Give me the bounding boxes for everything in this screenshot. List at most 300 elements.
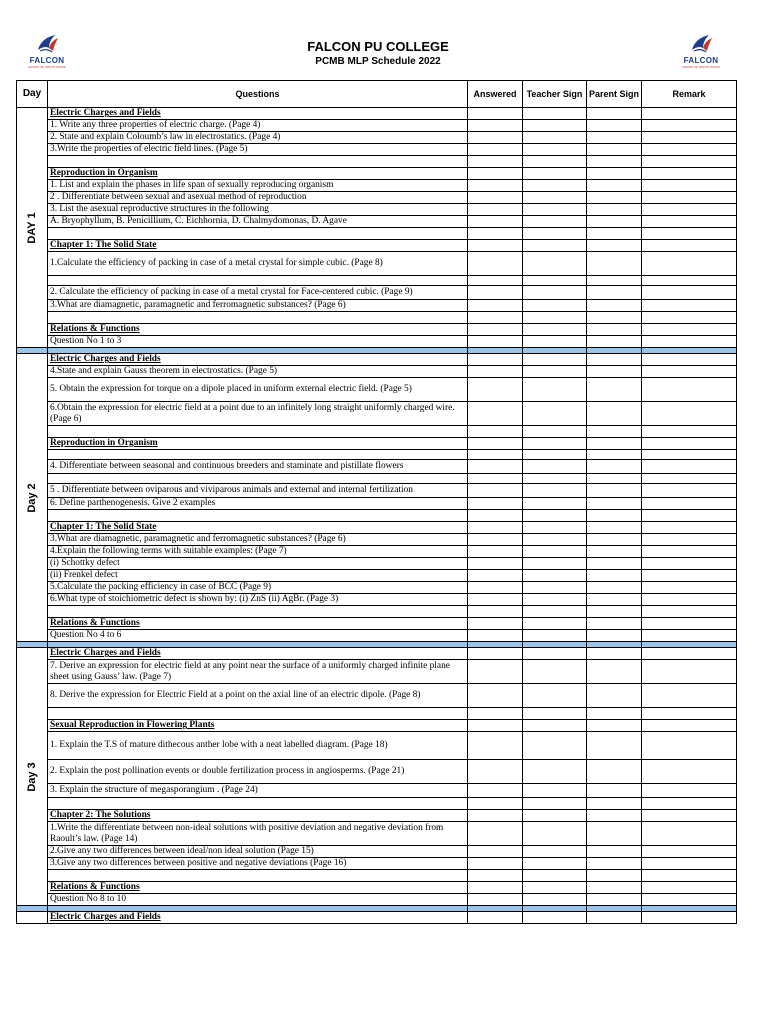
question-cell	[48, 708, 468, 720]
question-cell: 3.Write the properties of electric field lines. (Page 5)	[48, 144, 468, 156]
teacher-sign-cell[interactable]	[523, 402, 587, 426]
parent-sign-cell[interactable]	[587, 810, 642, 822]
parent-sign-cell[interactable]	[587, 438, 642, 450]
teacher-sign-cell[interactable]	[523, 378, 587, 402]
parent-sign-cell[interactable]	[587, 204, 642, 216]
teacher-sign-cell[interactable]	[523, 648, 587, 660]
parent-sign-cell[interactable]	[587, 450, 642, 460]
remark-cell[interactable]	[642, 582, 737, 594]
parent-sign-cell[interactable]	[587, 846, 642, 858]
parent-sign-cell[interactable]	[587, 660, 642, 684]
teacher-sign-cell[interactable]	[523, 286, 587, 300]
remark-cell[interactable]	[642, 286, 737, 300]
parent-sign-cell[interactable]	[587, 546, 642, 558]
answered-cell[interactable]	[468, 822, 523, 846]
table-row	[17, 240, 737, 252]
answered-cell[interactable]	[468, 108, 523, 120]
answered-cell[interactable]	[468, 240, 523, 252]
teacher-sign-cell[interactable]	[523, 732, 587, 760]
answered-cell[interactable]	[468, 534, 523, 546]
remark-cell[interactable]	[642, 558, 737, 570]
teacher-sign-cell[interactable]	[523, 558, 587, 570]
answered-cell[interactable]	[468, 858, 523, 870]
parent-sign-cell[interactable]	[587, 882, 642, 894]
remark-cell[interactable]	[642, 534, 737, 546]
question-cell: 6.Obtain the expression for electric field at a point due to an infinitely long straight uniformly charged wire. (Page 6)	[48, 402, 468, 426]
answered-cell[interactable]	[468, 450, 523, 460]
remark-cell[interactable]	[642, 460, 737, 474]
answered-cell[interactable]	[468, 660, 523, 684]
answered-cell[interactable]	[468, 484, 523, 498]
parent-sign-cell[interactable]	[587, 648, 642, 660]
answered-cell[interactable]	[468, 438, 523, 450]
table-row	[17, 204, 737, 216]
teacher-sign-cell[interactable]	[523, 156, 587, 168]
answered-cell[interactable]	[468, 192, 523, 204]
answered-cell[interactable]	[468, 618, 523, 630]
table-row	[17, 684, 737, 708]
answered-cell[interactable]	[468, 204, 523, 216]
teacher-sign-cell[interactable]	[523, 594, 587, 606]
remark-cell[interactable]	[642, 732, 737, 760]
parent-sign-cell[interactable]	[587, 402, 642, 426]
remark-cell[interactable]	[642, 822, 737, 846]
remark-cell[interactable]	[642, 426, 737, 438]
parent-sign-cell[interactable]	[587, 426, 642, 438]
remark-cell[interactable]	[642, 484, 737, 498]
question-cell: Relations & Functions	[48, 324, 468, 336]
answered-cell[interactable]	[468, 460, 523, 474]
answered-cell[interactable]	[468, 426, 523, 438]
teacher-sign-cell[interactable]	[523, 324, 587, 336]
answered-cell[interactable]	[468, 798, 523, 810]
teacher-sign-cell[interactable]	[523, 474, 587, 484]
parent-sign-cell[interactable]	[587, 108, 642, 120]
question-cell	[48, 606, 468, 618]
question-cell: Chapter 1: The Solid State	[48, 240, 468, 252]
table-row	[17, 912, 737, 924]
teacher-sign-cell[interactable]	[523, 858, 587, 870]
remark-cell[interactable]	[642, 618, 737, 630]
question-cell: 6. Define parthenogenesis. Give 2 examples	[48, 498, 468, 510]
parent-sign-cell[interactable]	[587, 570, 642, 582]
remark-cell[interactable]	[642, 606, 737, 618]
answered-cell[interactable]	[468, 630, 523, 642]
table-row	[17, 720, 737, 732]
remark-cell[interactable]	[642, 784, 737, 798]
remark-cell[interactable]	[642, 366, 737, 378]
parent-sign-cell[interactable]	[587, 606, 642, 618]
remark-cell[interactable]	[642, 324, 737, 336]
answered-cell[interactable]	[468, 546, 523, 558]
teacher-sign-cell[interactable]	[523, 300, 587, 312]
parent-sign-cell[interactable]	[587, 276, 642, 286]
table-row	[17, 144, 737, 156]
parent-sign-cell[interactable]	[587, 558, 642, 570]
answered-cell[interactable]	[468, 784, 523, 798]
teacher-sign-cell[interactable]	[523, 438, 587, 450]
question-cell	[48, 228, 468, 240]
parent-sign-cell[interactable]	[587, 336, 642, 348]
answered-cell[interactable]	[468, 132, 523, 144]
parent-sign-cell[interactable]	[587, 498, 642, 510]
parent-sign-cell[interactable]	[587, 912, 642, 924]
teacher-sign-cell[interactable]	[523, 822, 587, 846]
remark-cell[interactable]	[642, 760, 737, 784]
remark-cell[interactable]	[642, 180, 737, 192]
teacher-sign-cell[interactable]	[523, 708, 587, 720]
remark-cell[interactable]	[642, 594, 737, 606]
table-row	[17, 168, 737, 180]
remark-cell[interactable]	[642, 402, 737, 426]
parent-sign-cell[interactable]	[587, 894, 642, 906]
teacher-sign-cell[interactable]	[523, 460, 587, 474]
teacher-sign-cell[interactable]	[523, 120, 587, 132]
answered-cell[interactable]	[468, 300, 523, 312]
teacher-sign-cell[interactable]	[523, 784, 587, 798]
parent-sign-cell[interactable]	[587, 120, 642, 132]
parent-sign-cell[interactable]	[587, 156, 642, 168]
teacher-sign-cell[interactable]	[523, 894, 587, 906]
table-row	[17, 498, 737, 510]
question-cell: 1.Write the differentiate between non-ideal solutions with positive deviation and negative deviation from Raoult’s law. (Page 14)	[48, 822, 468, 846]
column-header-answered: Answered	[468, 81, 523, 108]
table-row	[17, 660, 737, 684]
answered-cell[interactable]	[468, 336, 523, 348]
remark-cell[interactable]	[642, 312, 737, 324]
answered-cell[interactable]	[468, 894, 523, 906]
remark-cell[interactable]	[642, 156, 737, 168]
question-cell: 3. List the asexual reproductive structures in the following	[48, 204, 468, 216]
table-row	[17, 846, 737, 858]
remark-cell[interactable]	[642, 648, 737, 660]
answered-cell[interactable]	[468, 510, 523, 522]
teacher-sign-cell[interactable]	[523, 228, 587, 240]
answered-cell[interactable]	[468, 846, 523, 858]
page-header	[0, 0, 768, 80]
remark-cell[interactable]	[642, 810, 737, 822]
teacher-sign-cell[interactable]	[523, 336, 587, 348]
parent-sign-cell[interactable]	[587, 684, 642, 708]
remark-cell[interactable]	[642, 858, 737, 870]
question-cell: Chapter 1: The Solid State	[48, 522, 468, 534]
day-label: Day 2	[25, 482, 38, 513]
column-header-day: Day	[17, 81, 48, 108]
parent-sign-cell[interactable]	[587, 366, 642, 378]
day-label: DAY 1	[25, 211, 38, 244]
remark-cell[interactable]	[642, 474, 737, 484]
parent-sign-cell[interactable]	[587, 522, 642, 534]
question-cell: A. Bryophyllum, B. Penicillium, C. Eichhornia, D. Chalmydomonas, D. Agave	[48, 216, 468, 228]
answered-cell[interactable]	[468, 720, 523, 732]
question-cell: 3.What are diamagnetic, paramagnetic and ferromagnetic substances? (Page 6)	[48, 534, 468, 546]
parent-sign-cell[interactable]	[587, 132, 642, 144]
remark-cell[interactable]	[642, 216, 737, 228]
table-row	[17, 460, 737, 474]
column-header-questions: Questions	[48, 81, 468, 108]
remark-cell[interactable]	[642, 438, 737, 450]
remark-cell[interactable]	[642, 228, 737, 240]
answered-cell[interactable]	[468, 810, 523, 822]
parent-sign-cell[interactable]	[587, 228, 642, 240]
teacher-sign-cell[interactable]	[523, 108, 587, 120]
teacher-sign-cell[interactable]	[523, 168, 587, 180]
question-cell: 6.What type of stoichiometric defect is shown by: (i) ZnS (ii) AgBr. (Page 3)	[48, 594, 468, 606]
answered-cell[interactable]	[468, 570, 523, 582]
teacher-sign-cell[interactable]	[523, 132, 587, 144]
teacher-sign-cell[interactable]	[523, 144, 587, 156]
college-title: FALCON PU COLLEGE	[307, 39, 449, 54]
answered-cell[interactable]	[468, 582, 523, 594]
teacher-sign-cell[interactable]	[523, 180, 587, 192]
parent-sign-cell[interactable]	[587, 618, 642, 630]
answered-cell[interactable]	[468, 522, 523, 534]
table-row	[17, 252, 737, 276]
remark-cell[interactable]	[642, 510, 737, 522]
teacher-sign-cell[interactable]	[523, 606, 587, 618]
teacher-sign-cell[interactable]	[523, 366, 587, 378]
remark-cell[interactable]	[642, 450, 737, 460]
parent-sign-cell[interactable]	[587, 510, 642, 522]
remark-cell[interactable]	[642, 798, 737, 810]
answered-cell[interactable]	[468, 732, 523, 760]
teacher-sign-cell[interactable]	[523, 192, 587, 204]
parent-sign-cell[interactable]	[587, 594, 642, 606]
question-cell: 3.What are diamagnetic, paramagnetic and ferromagnetic substances? (Page 6)	[48, 300, 468, 312]
answered-cell[interactable]	[468, 168, 523, 180]
remark-cell[interactable]	[642, 252, 737, 276]
parent-sign-cell[interactable]	[587, 378, 642, 402]
parent-sign-cell[interactable]	[587, 708, 642, 720]
teacher-sign-cell[interactable]	[523, 882, 587, 894]
answered-cell[interactable]	[468, 366, 523, 378]
teacher-sign-cell[interactable]	[523, 240, 587, 252]
question-cell: Chapter 2: The Solutions	[48, 810, 468, 822]
day-cell	[17, 354, 48, 642]
answered-cell[interactable]	[468, 498, 523, 510]
answered-cell[interactable]	[468, 648, 523, 660]
remark-cell[interactable]	[642, 300, 737, 312]
teacher-sign-cell[interactable]	[523, 618, 587, 630]
question-cell: Reproduction in Organism	[48, 168, 468, 180]
answered-cell[interactable]	[468, 286, 523, 300]
remark-cell[interactable]	[642, 354, 737, 366]
answered-cell[interactable]	[468, 216, 523, 228]
parent-sign-cell[interactable]	[587, 798, 642, 810]
answered-cell[interactable]	[468, 558, 523, 570]
parent-sign-cell[interactable]	[587, 582, 642, 594]
question-cell: 2. State and explain Coloumb’s law in electrostatics. (Page 4)	[48, 132, 468, 144]
teacher-sign-cell[interactable]	[523, 204, 587, 216]
parent-sign-cell[interactable]	[587, 630, 642, 642]
teacher-sign-cell[interactable]	[523, 912, 587, 924]
teacher-sign-cell[interactable]	[523, 252, 587, 276]
answered-cell[interactable]	[468, 144, 523, 156]
remark-cell[interactable]	[642, 378, 737, 402]
teacher-sign-cell[interactable]	[523, 810, 587, 822]
parent-sign-cell[interactable]	[587, 216, 642, 228]
table-row	[17, 570, 737, 582]
parent-sign-cell[interactable]	[587, 252, 642, 276]
question-cell: Electric Charges and Fields	[48, 354, 468, 366]
question-cell: 1. Explain the T.S of mature dithecous anther lobe with a neat labelled diagram. (Page 18)	[48, 732, 468, 760]
teacher-sign-cell[interactable]	[523, 522, 587, 534]
remark-cell[interactable]	[642, 336, 737, 348]
table-row	[17, 648, 737, 660]
parent-sign-cell[interactable]	[587, 240, 642, 252]
remark-cell[interactable]	[642, 240, 737, 252]
table-row	[17, 822, 737, 846]
question-cell	[48, 474, 468, 484]
teacher-sign-cell[interactable]	[523, 450, 587, 460]
teacher-sign-cell[interactable]	[523, 630, 587, 642]
answered-cell[interactable]	[468, 252, 523, 276]
parent-sign-cell[interactable]	[587, 168, 642, 180]
answered-cell[interactable]	[468, 606, 523, 618]
remark-cell[interactable]	[642, 144, 737, 156]
parent-sign-cell[interactable]	[587, 784, 642, 798]
answered-cell[interactable]	[468, 402, 523, 426]
answered-cell[interactable]	[468, 708, 523, 720]
parent-sign-cell[interactable]	[587, 484, 642, 498]
answered-cell[interactable]	[468, 912, 523, 924]
parent-sign-cell[interactable]	[587, 760, 642, 784]
question-cell: 5. Obtain the expression for torque on a dipole placed in uniform external electric field. (Page 5)	[48, 378, 468, 402]
teacher-sign-cell[interactable]	[523, 216, 587, 228]
column-header-parent-sign: Parent Sign	[587, 81, 642, 108]
table-row	[17, 378, 737, 402]
table-row	[17, 798, 737, 810]
answered-cell[interactable]	[468, 228, 523, 240]
question-cell: Sexual Reproduction in Flowering Plants	[48, 720, 468, 732]
teacher-sign-cell[interactable]	[523, 498, 587, 510]
parent-sign-cell[interactable]	[587, 534, 642, 546]
question-cell	[48, 276, 468, 286]
teacher-sign-cell[interactable]	[523, 426, 587, 438]
question-cell: 2.Give any two differences between ideal/non ideal solution (Page 15)	[48, 846, 468, 858]
teacher-sign-cell[interactable]	[523, 870, 587, 882]
teacher-sign-cell[interactable]	[523, 582, 587, 594]
answered-cell[interactable]	[468, 324, 523, 336]
remark-cell[interactable]	[642, 870, 737, 882]
remark-cell[interactable]	[642, 546, 737, 558]
teacher-sign-cell[interactable]	[523, 354, 587, 366]
remark-cell[interactable]	[642, 168, 737, 180]
parent-sign-cell[interactable]	[587, 858, 642, 870]
remark-cell[interactable]	[642, 912, 737, 924]
schedule-table	[16, 80, 737, 924]
table-row	[17, 216, 737, 228]
remark-cell[interactable]	[642, 894, 737, 906]
parent-sign-cell[interactable]	[587, 460, 642, 474]
parent-sign-cell[interactable]	[587, 180, 642, 192]
remark-cell[interactable]	[642, 522, 737, 534]
answered-cell[interactable]	[468, 180, 523, 192]
answered-cell[interactable]	[468, 882, 523, 894]
answered-cell[interactable]	[468, 354, 523, 366]
table-row	[17, 108, 737, 120]
parent-sign-cell[interactable]	[587, 286, 642, 300]
teacher-sign-cell[interactable]	[523, 510, 587, 522]
remark-cell[interactable]	[642, 276, 737, 286]
teacher-sign-cell[interactable]	[523, 534, 587, 546]
remark-cell[interactable]	[642, 498, 737, 510]
table-row	[17, 810, 737, 822]
remark-cell[interactable]	[642, 846, 737, 858]
answered-cell[interactable]	[468, 156, 523, 168]
answered-cell[interactable]	[468, 120, 523, 132]
remark-cell[interactable]	[642, 570, 737, 582]
question-cell	[48, 426, 468, 438]
teacher-sign-cell[interactable]	[523, 546, 587, 558]
table-row	[17, 276, 737, 286]
remark-cell[interactable]	[642, 720, 737, 732]
answered-cell[interactable]	[468, 594, 523, 606]
answered-cell[interactable]	[468, 474, 523, 484]
remark-cell[interactable]	[642, 660, 737, 684]
teacher-sign-cell[interactable]	[523, 570, 587, 582]
remark-cell[interactable]	[642, 132, 737, 144]
answered-cell[interactable]	[468, 276, 523, 286]
question-cell: Question No 8 to 10	[48, 894, 468, 906]
parent-sign-cell[interactable]	[587, 870, 642, 882]
answered-cell[interactable]	[468, 684, 523, 708]
table-row	[17, 132, 737, 144]
question-cell: 2 . Differentiate between sexual and asexual method of reproduction	[48, 192, 468, 204]
teacher-sign-cell[interactable]	[523, 798, 587, 810]
logo-subtext: GROUP OF INSTITUTIONS	[682, 65, 720, 69]
teacher-sign-cell[interactable]	[523, 720, 587, 732]
remark-cell[interactable]	[642, 108, 737, 120]
question-cell: Electric Charges and Fields	[48, 912, 468, 924]
parent-sign-cell[interactable]	[587, 474, 642, 484]
remark-cell[interactable]	[642, 882, 737, 894]
answered-cell[interactable]	[468, 870, 523, 882]
answered-cell[interactable]	[468, 312, 523, 324]
remark-cell[interactable]	[642, 204, 737, 216]
teacher-sign-cell[interactable]	[523, 276, 587, 286]
parent-sign-cell[interactable]	[587, 144, 642, 156]
answered-cell[interactable]	[468, 378, 523, 402]
teacher-sign-cell[interactable]	[523, 684, 587, 708]
parent-sign-cell[interactable]	[587, 300, 642, 312]
parent-sign-cell[interactable]	[587, 312, 642, 324]
remark-cell[interactable]	[642, 192, 737, 204]
remark-cell[interactable]	[642, 630, 737, 642]
day-cell	[17, 912, 48, 924]
parent-sign-cell[interactable]	[587, 192, 642, 204]
parent-sign-cell[interactable]	[587, 354, 642, 366]
remark-cell[interactable]	[642, 708, 737, 720]
parent-sign-cell[interactable]	[587, 324, 642, 336]
teacher-sign-cell[interactable]	[523, 846, 587, 858]
table-row	[17, 120, 737, 132]
parent-sign-cell[interactable]	[587, 732, 642, 760]
parent-sign-cell[interactable]	[587, 720, 642, 732]
teacher-sign-cell[interactable]	[523, 484, 587, 498]
column-header-remark: Remark	[642, 81, 737, 108]
schedule-body	[17, 108, 737, 924]
answered-cell[interactable]	[468, 760, 523, 784]
teacher-sign-cell[interactable]	[523, 312, 587, 324]
table-row	[17, 582, 737, 594]
parent-sign-cell[interactable]	[587, 822, 642, 846]
teacher-sign-cell[interactable]	[523, 660, 587, 684]
teacher-sign-cell[interactable]	[523, 760, 587, 784]
remark-cell[interactable]	[642, 120, 737, 132]
remark-cell[interactable]	[642, 684, 737, 708]
question-cell: Electric Charges and Fields	[48, 648, 468, 660]
